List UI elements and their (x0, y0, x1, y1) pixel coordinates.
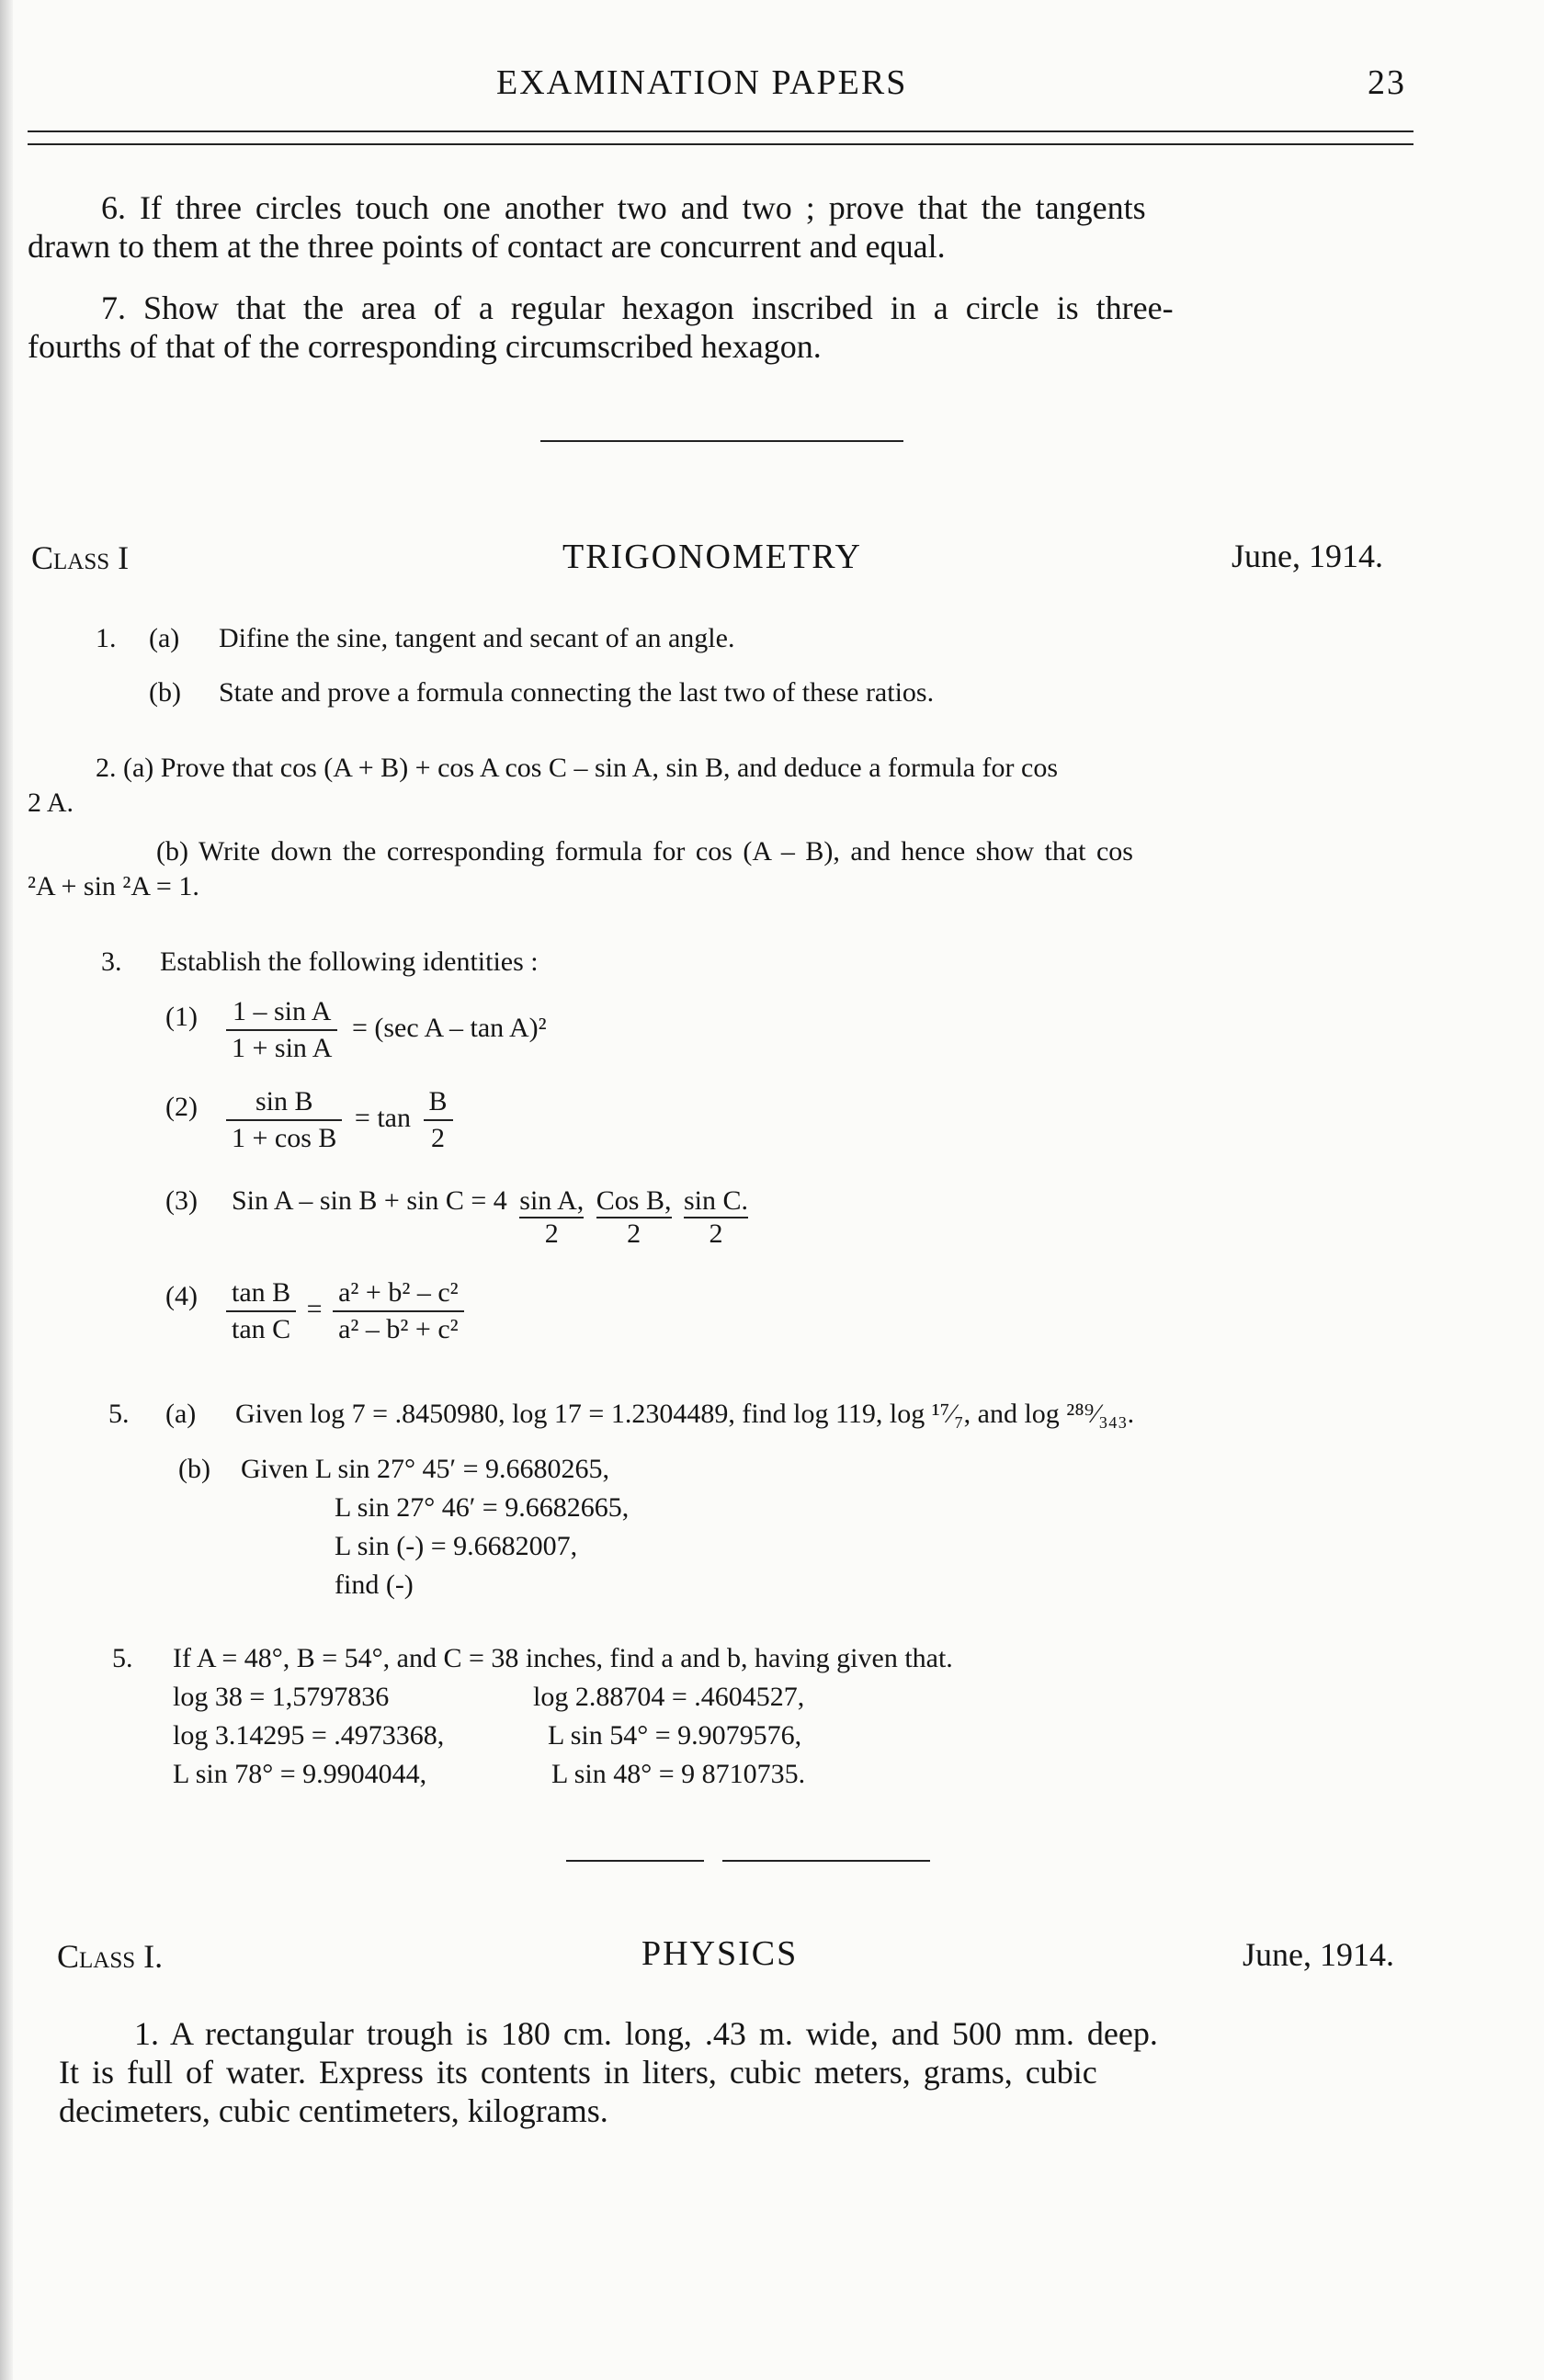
geometry-question-6-line-2: drawn to them at the three points of contact are concurrent and equal. (28, 228, 946, 265)
trig-class-label: Class I (31, 539, 130, 576)
identity-4-left-numerator: tan B (226, 1277, 296, 1312)
identity-2-middle: = tan (354, 1102, 411, 1133)
physics-subject-title: PHYSICS (641, 1934, 799, 1973)
page-scan-edge (0, 0, 13, 2380)
identity-2-half-denominator: 2 (431, 1123, 445, 1153)
identity-3 (232, 1185, 748, 1250)
trig-q5b-line-2: L sin 27° 46′ = 9.6682665, (335, 1492, 630, 1523)
identity-2-half-numerator: B (424, 1086, 453, 1121)
trig-q5-second-log-1a: log 38 = 1,5797836 (173, 1682, 390, 1712)
physics-q1-line-3: decimeters, cubic centimeters, kilograms. (59, 2092, 608, 2129)
identity-1-tag: (1) (165, 1002, 198, 1032)
identity-4-left-fraction (226, 1277, 296, 1345)
trig-q2a-line-2: 2 A. (28, 788, 74, 818)
section-divider-2b (722, 1860, 930, 1862)
trig-q5b-line-3: L sin (-) = 9.6682007, (335, 1531, 578, 1561)
trig-q2b-line-2: ²A + sin ²A = 1. (28, 871, 199, 901)
identity-3-term-3: $\frac{\text{sin C.}}{2}$ (684, 1185, 749, 1249)
section-divider-1 (540, 440, 903, 442)
identity-1-denominator: 1 + sin A (232, 1033, 333, 1063)
section-divider-2a (566, 1860, 704, 1862)
trig-q1b-tag: (b) (149, 677, 181, 708)
trig-q5b-line-4: find (-) (335, 1570, 414, 1600)
identity-4-right-denominator: a² – b² + c² (338, 1314, 459, 1344)
trig-subject-title: TRIGONOMETRY (562, 538, 862, 576)
identity-3-lhs: Sin A – sin B + sin C = 4 (232, 1185, 507, 1216)
identity-2-numerator: sin B (226, 1086, 342, 1121)
trig-q5-second-log-3a: L sin 78° = 9.9904044, (173, 1759, 427, 1789)
trig-q1a-tag: (a) (149, 623, 180, 653)
physics-q1-line-2: It is full of water. Express its contents in liters, cubic meters, grams, cubic (59, 2054, 1097, 2091)
trig-q5b-line-1: Given L sin 27° 45′ = 9.6680265, (241, 1454, 610, 1484)
geometry-question-6-line-1: 6. If three circles touch one another two and two ; prove that the tangents (101, 189, 1146, 226)
identity-3-term-1: $\frac{\text{sin A,}}{2}$ (519, 1185, 585, 1249)
page-number: 23 (1368, 63, 1406, 102)
running-head-title: EXAMINATION PAPERS (496, 63, 908, 102)
identity-4-tag: (4) (165, 1281, 198, 1311)
identity-1-numerator: 1 – sin A (226, 996, 337, 1031)
identity-4-equals: = (306, 1293, 323, 1324)
geometry-question-7-line-1: 7. Show that the area of a regular hexagon inscribed in a circle is three- (101, 289, 1174, 326)
identity-4 (226, 1277, 464, 1345)
trig-q1b-text: State and prove a formula connecting the last two of these ratios. (219, 677, 935, 708)
trig-q1-number: 1. (96, 623, 117, 653)
trig-q5-second-number: 5. (112, 1643, 133, 1673)
geometry-question-7-line-2: fourths of that of the corresponding circumscribed hexagon. (28, 328, 822, 365)
trig-q1a-text: Difine the sine, tangent and secant of an angle. (219, 623, 735, 653)
physics-date: June, 1914. (1243, 1936, 1394, 1973)
trig-q5a-text: Given log 7 = .8450980, log 17 = 1.2304489, find log 119, log ¹⁷⁄₇, and log ²⁸⁹⁄₃₄₃. (235, 1399, 1135, 1429)
trig-q3-text: Establish the following identities : (160, 946, 539, 977)
identity-2-tag: (2) (165, 1092, 198, 1122)
trig-date: June, 1914. (1232, 538, 1383, 574)
identity-1-fraction (226, 996, 337, 1064)
trig-q5b-tag: (b) (178, 1454, 210, 1484)
trig-q5a-number: 5. (108, 1399, 130, 1429)
identity-3-tag: (3) (165, 1185, 198, 1216)
trig-q5-second-log-2a: log 3.14295 = .4973368, (173, 1720, 445, 1751)
header-rule-top (28, 130, 1413, 132)
identity-3-term-2: Cos B, 2 (596, 1185, 672, 1249)
trig-q5-second-line-1: If A = 48°, B = 54°, and C = 38 inches, find a and b, having given that. (173, 1643, 953, 1673)
identity-2-fraction (226, 1086, 342, 1154)
trig-q3-number: 3. (101, 946, 122, 977)
identity-2-half-angle (424, 1086, 453, 1154)
identity-2-denominator: 1 + cos B (232, 1123, 337, 1153)
identity-2 (226, 1086, 453, 1154)
identity-1-rhs: = (sec A – tan A)² (351, 1012, 547, 1043)
identity-4-right-numerator: a² + b² – c² (333, 1277, 464, 1312)
identity-1 (226, 996, 547, 1064)
trig-q5-second-log-1b: log 2.88704 = .4604527, (533, 1682, 805, 1712)
identity-4-left-denominator: tan C (232, 1314, 291, 1344)
trig-q5a-tag: (a) (165, 1399, 197, 1429)
physics-class-label: Class I. (57, 1938, 164, 1975)
identity-4-right-fraction (333, 1277, 464, 1345)
physics-q1-line-1: 1. A rectangular trough is 180 cm. long, .43 m. wide, and 500 mm. deep. (134, 2015, 1158, 2052)
trig-q5-second-log-3b: L sin 48° = 9 8710735. (551, 1759, 806, 1789)
trig-q2a-line-1: 2. (a) Prove that cos (A + B) + cos A cos C – sin A, sin B, and deduce a formula for cos (96, 753, 1058, 783)
header-rule-bottom (28, 143, 1413, 145)
trig-q5-second-log-2b: L sin 54° = 9.9079576, (548, 1720, 802, 1751)
trig-q2b-line-1: (b) Write down the corresponding formula for cos (A – B), and hence show that cos (156, 836, 1133, 867)
